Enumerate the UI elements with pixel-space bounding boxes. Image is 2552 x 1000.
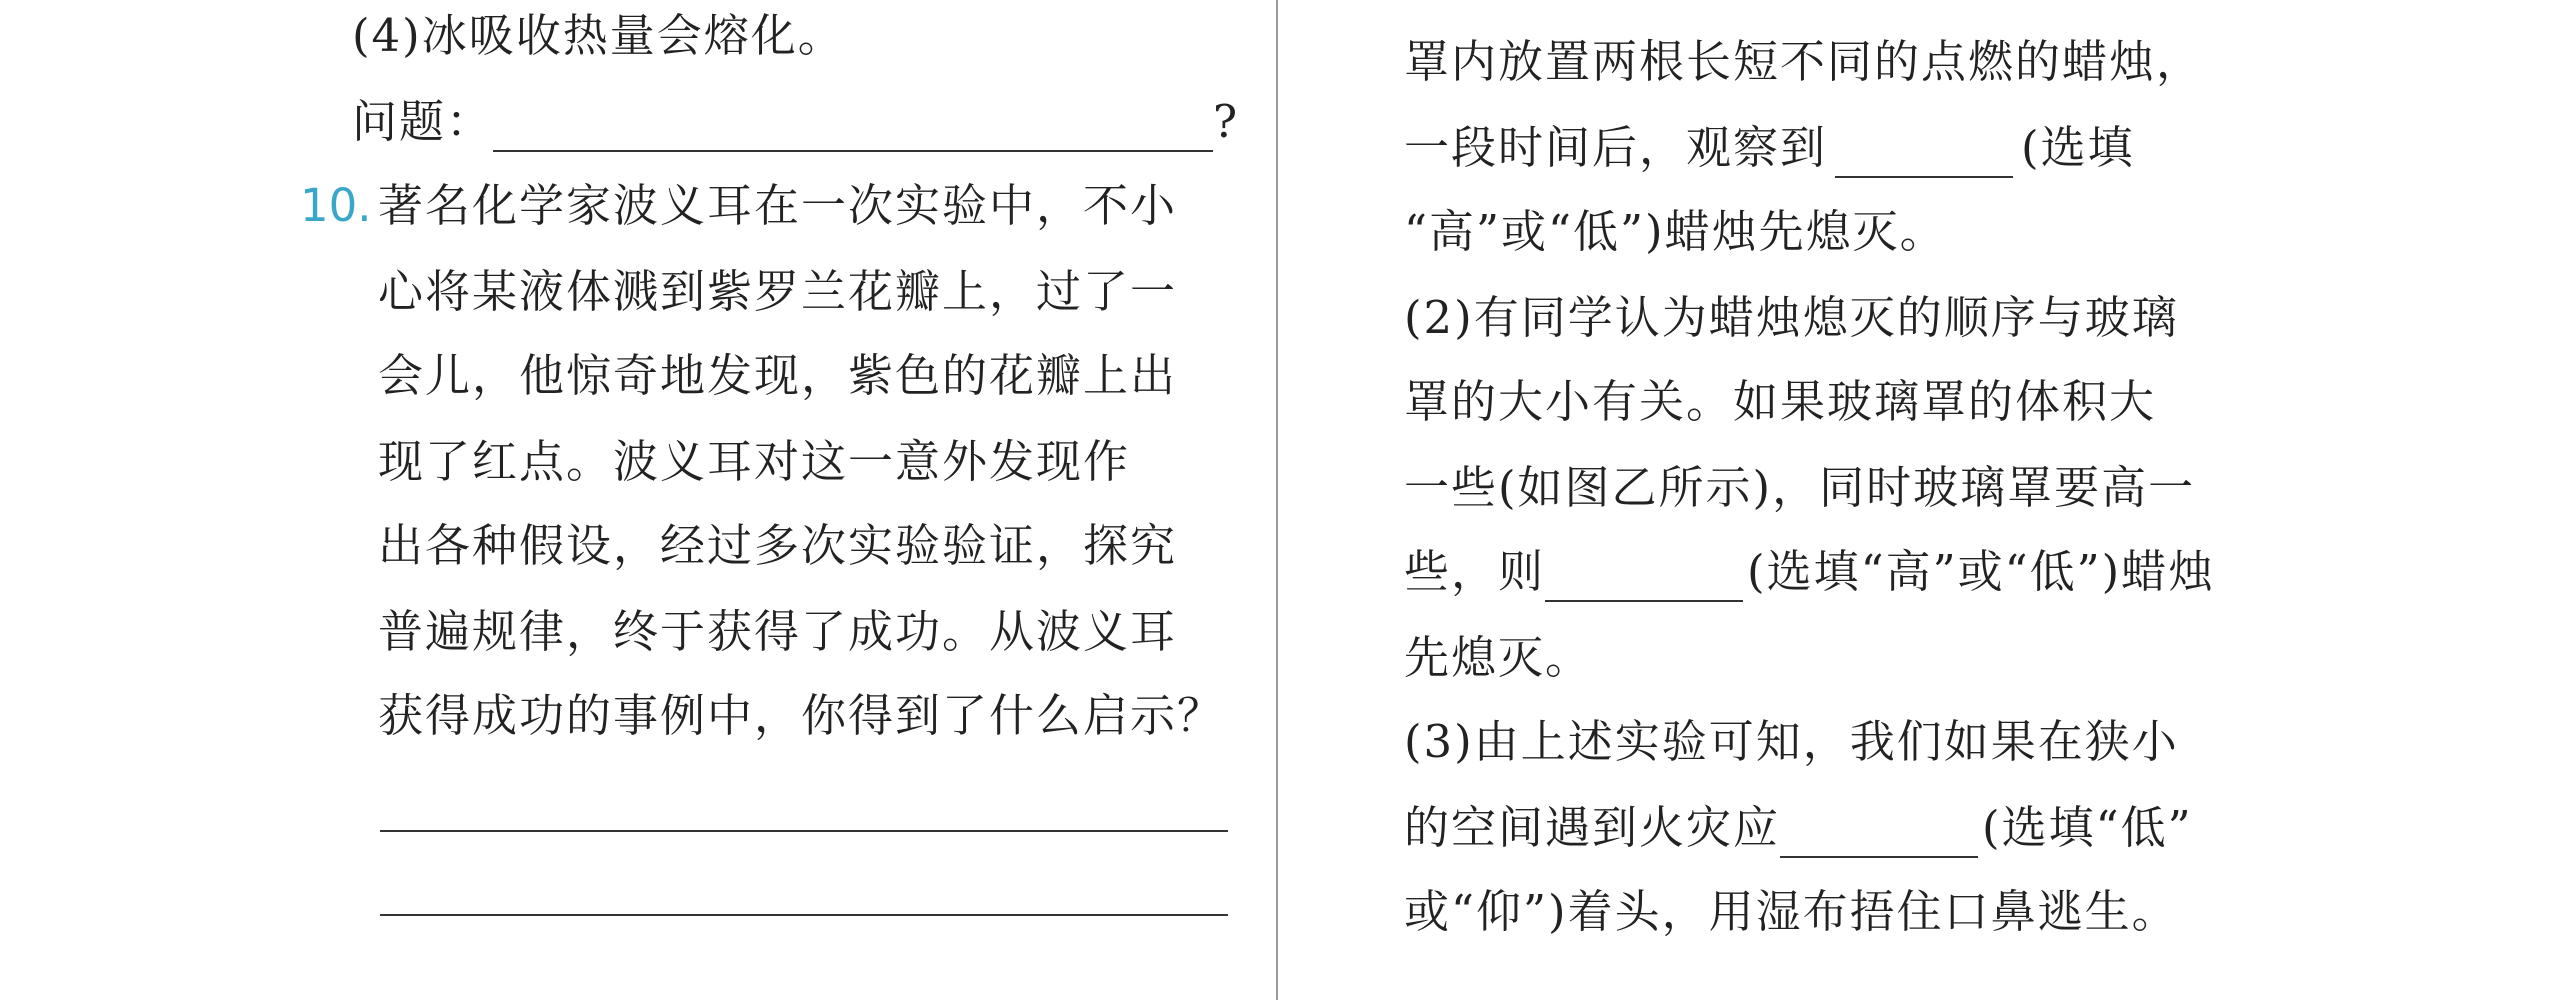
question-label: 问题： [352, 95, 494, 148]
q10-line-5: 出各种假设，经过多次实验验证，探究 [378, 519, 1178, 572]
right-line-4: (2)有同学认为蜡烛熄灭的顺序与玻璃 [1404, 291, 2179, 344]
right-line-9: (3)由上述实验可知，我们如果在狭小 [1404, 715, 2179, 768]
right-line-3: “高”或“低”)蜡烛先熄灭。 [1404, 205, 1947, 258]
q10-line-6: 普遍规律，终于获得了成功。从波义耳 [378, 605, 1178, 658]
right-line-2 [1404, 118, 2135, 178]
column-divider [1276, 0, 1278, 1000]
right-line-7 [1404, 542, 2215, 602]
right-line-2-after: (选填 [2021, 121, 2135, 174]
question-10-number: 10. [300, 179, 372, 232]
item-4-text: (4)冰吸收热量会熔化。 [352, 9, 845, 62]
q10-line-2: 心将某液体溅到紫罗兰花瓣上，过了一 [378, 265, 1178, 318]
right-line-6: 一些(如图乙所示)，同时玻璃罩要高一 [1404, 461, 2196, 514]
larger-cover-answer-blank[interactable] [1545, 554, 1743, 602]
right-line-2-before: 一段时间后，观察到 [1404, 121, 1828, 174]
right-line-5: 罩的大小有关。如果玻璃罩的体积大 [1404, 375, 2157, 428]
question-end-mark: ? [1213, 95, 1240, 148]
q10-line-4: 现了红点。波义耳对这一意外发现作 [378, 435, 1131, 488]
answer-line-2[interactable] [380, 914, 1228, 916]
q10-line-3: 会儿，他惊奇地发现，紫色的花瓣上出 [378, 349, 1178, 402]
right-line-10-before: 的空间遇到火灾应 [1404, 801, 1781, 854]
right-line-10 [1404, 798, 2193, 858]
right-line-1: 罩内放置两根长短不同的点燃的蜡烛， [1404, 35, 2204, 88]
fire-escape-answer-blank[interactable] [1780, 810, 1978, 858]
question-answer-blank[interactable] [493, 104, 1213, 152]
right-line-8: 先熄灭。 [1404, 631, 1593, 684]
right-line-7-before: 些，则 [1404, 545, 1546, 598]
answer-line-1[interactable] [380, 830, 1228, 832]
question-row [352, 92, 1239, 152]
right-line-11: 或“仰”)着头，用湿布捂住口鼻逃生。 [1404, 885, 2179, 938]
right-line-10-after: (选填“低” [1982, 801, 2193, 854]
q10-line-1: 著名化学家波义耳在一次实验中，不小 [378, 179, 1178, 232]
q10-line-7: 获得成功的事例中，你得到了什么启示？ [378, 689, 1225, 742]
right-line-7-after: (选填“高”或“低”)蜡烛 [1747, 545, 2216, 598]
observation-answer-blank[interactable] [1835, 130, 2013, 178]
